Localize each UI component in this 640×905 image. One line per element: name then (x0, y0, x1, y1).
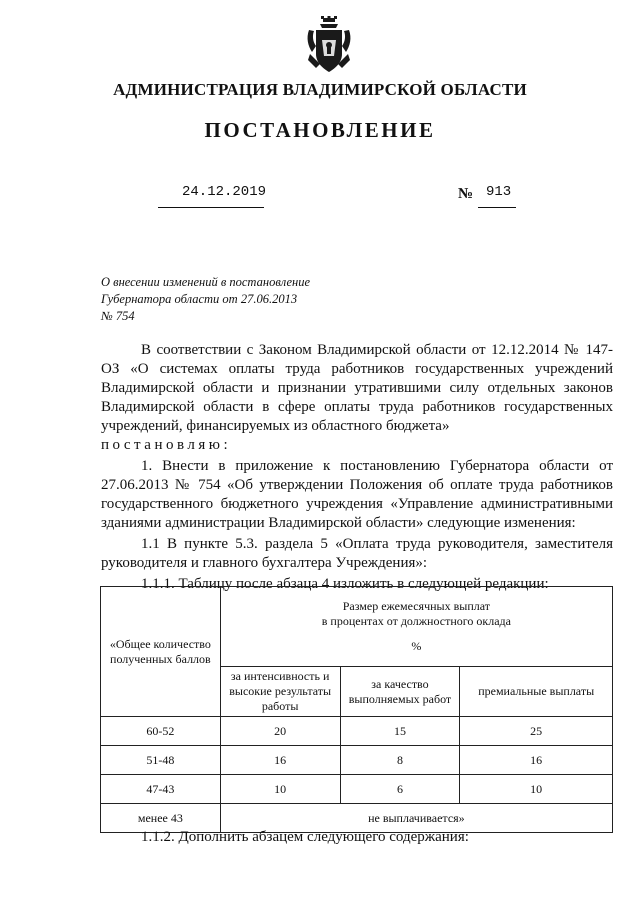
value-cell: 15 (340, 717, 460, 746)
points-cell: 60-52 (101, 717, 221, 746)
coat-of-arms-icon (306, 16, 352, 74)
column-header: за интенсивность и высокие результаты работы (220, 667, 340, 717)
header-points: «Общее количество полученных баллов (101, 587, 221, 717)
document-body (101, 341, 613, 594)
points-cell: менее 43 (101, 804, 221, 833)
value-cell: 10 (460, 775, 613, 804)
number-underline (478, 207, 516, 208)
preamble-paragraph: В соответствии с Законом Владимирской области от 12.12.2014 № 147-ОЗ «О системах оплаты труда работников государственных учреждений Владимирской области и признании утратившими силу отдельных законов Владимирской области в сфере оплаты труда работников государственных учреждений, финансируемых из областного бюджета» (101, 342, 613, 434)
column-header: премиальные выплаты (460, 667, 613, 717)
table-row (101, 746, 613, 775)
table-row (101, 717, 613, 746)
organization-name: АДМИНИСТРАЦИЯ ВЛАДИМИРСКОЙ ОБЛАСТИ (113, 80, 527, 99)
value-cell: 8 (340, 746, 460, 775)
document-date: 24.12.2019 (182, 184, 267, 200)
clause-1-1-1: 1.1.1. Таблицу после абзаца 4 изложить в следующей редакции: (141, 576, 549, 592)
value-cell: 20 (220, 717, 340, 746)
header-payments (220, 587, 612, 667)
clause-1-1-2: 1.1.2. Дополнить абзацем следующего содержания: (141, 829, 469, 845)
decree-word: постановляю: (101, 437, 232, 453)
table-row (101, 775, 613, 804)
subject-line: № 754 (101, 309, 135, 323)
column-header: за качество выполняемых работ (340, 667, 460, 717)
subject-line: Губернатора области от 27.06.2013 (101, 292, 298, 306)
payment-table (100, 586, 613, 833)
points-cell: 51-48 (101, 746, 221, 775)
header-payments-line: в процентах от должностного оклада (321, 614, 511, 628)
document-type: ПОСТАНОВЛЕНИЕ (204, 118, 436, 142)
header-payments-line: Размер ежемесячных выплат (342, 599, 490, 613)
header-payments-unit: % (411, 639, 422, 653)
value-cell: 6 (340, 775, 460, 804)
points-cell: 47-43 (101, 775, 221, 804)
subject-line: О внесении изменений в постановление (101, 275, 311, 289)
table-header-row (101, 587, 613, 667)
number-label: № (458, 186, 474, 202)
value-cell: 16 (460, 746, 613, 775)
document-number: 913 (486, 184, 512, 200)
value-cell: 25 (460, 717, 613, 746)
value-cell: 16 (220, 746, 340, 775)
value-cell: 10 (220, 775, 340, 804)
not-paid-cell: не выплачивается» (220, 804, 612, 833)
document-subject (101, 274, 310, 325)
clause-1: 1. Внести в приложение к постановлению Губернатора области от 27.06.2013 № 754 «Об утверждении Положения об оплате труда работников государственного бюджетного учреждения «Управление административными зданиями администрации Владимирской области» следующие изменения: (101, 458, 613, 531)
date-underline (158, 207, 264, 208)
clause-1-1: 1.1 В пункте 5.3. раздела 5 «Оплата труда руководителя, заместителя руководителя и главного бухгалтера Учреждения»: (101, 536, 613, 571)
